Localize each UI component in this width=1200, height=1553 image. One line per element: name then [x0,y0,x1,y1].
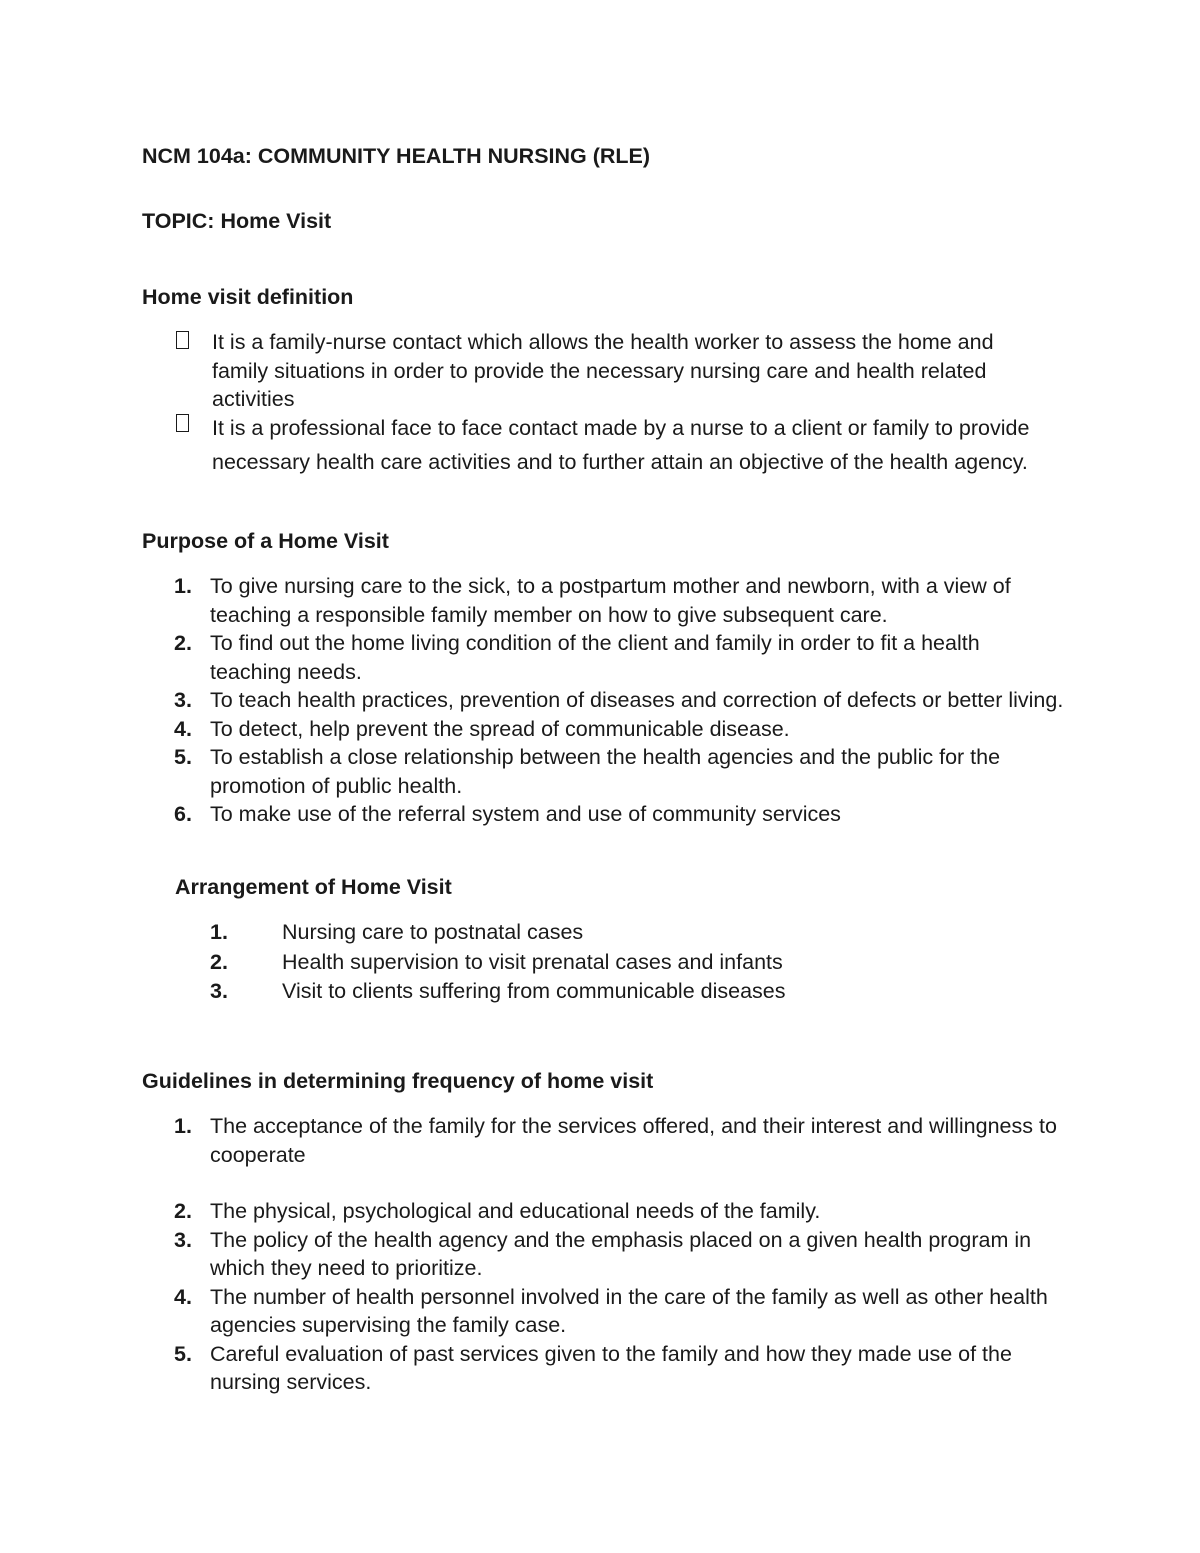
arrangement-list [210,918,970,1006]
list-text: To establish a close relationship between the health agencies and the public for the promotion of public health. [210,745,1001,798]
course-title: NCM 104a: COMMUNITY HEALTH NURSING (RLE) [142,144,651,168]
list-text: The physical, psychological and educational needs of the family. [210,1199,821,1223]
list-number: 1. [174,574,192,598]
list-number: 5. [174,745,192,769]
list-item [174,629,1064,686]
list-item [174,800,1064,829]
list-text: Nursing care to postnatal cases [282,920,584,944]
list-item [210,918,970,947]
list-text: To teach health practices, prevention of diseases and correction of defects or better living. [210,688,1064,712]
definition-text: It is a professional face to face contact made by a nurse to a client or family to provide necessary health care activities and to further attain an objective of the health agency. [212,415,1030,474]
list-item [210,977,970,1006]
list-number: 2. [174,631,192,655]
list-text: To make use of the referral system and use of community services [210,802,841,826]
definition-text: It is a family-nurse contact which allows the health worker to assess the home and family situations in order to provide the necessary nursing care and health related activities [212,330,994,411]
list-number: 1. [210,920,228,944]
purpose-list [174,572,1064,829]
list-text: Health supervision to visit prenatal cases and infants [282,949,783,974]
list-item [210,948,970,977]
list-number: 5. [174,1341,192,1366]
list-text: Careful evaluation of past services given to the family and how they made use of the nursing services. [210,1341,1012,1394]
list-number: 2. [174,1199,192,1223]
list-text: Visit to clients suffering from communicable diseases [282,979,786,1003]
list-text: To give nursing care to the sick, to a postpartum mother and newborn, with a view of teaching a responsible family member on how to give subsequent care. [210,574,1011,627]
list-number: 4. [174,716,192,741]
guidelines-heading: Guidelines in determining frequency of home visit [142,1069,654,1093]
list-item [174,572,1064,629]
list-item [174,715,1064,744]
list-item [174,1112,1064,1169]
list-item [174,1226,1064,1283]
list-number: 2. [210,949,228,974]
definition-heading: Home visit definition [142,285,354,309]
list-text: The number of health personnel involved in the care of the family as well as other health agencies supervising the family case. [210,1284,1048,1337]
list-number: 3. [174,1227,192,1252]
list-item [174,686,1064,715]
list-item [174,1197,1064,1226]
definition-list [176,328,1046,479]
list-text: The acceptance of the family for the services offered, and their interest and willingness to cooperate [210,1114,1057,1167]
topic-title: TOPIC: Home Visit [142,209,332,233]
list-item [174,1340,1064,1397]
list-item [174,743,1064,800]
list-text: The policy of the health agency and the emphasis placed on a given health program in which they need to prioritize. [210,1227,1032,1280]
guidelines-list [174,1112,1064,1397]
missing-glyph-box-icon [176,331,189,349]
list-number: 4. [174,1284,192,1309]
missing-glyph-box-icon [176,414,189,432]
list-number: 1. [174,1114,192,1138]
list-text: To detect, help prevent the spread of communicable disease. [210,716,790,741]
list-text: To find out the home living condition of the client and family in order to fit a health teaching needs. [210,631,980,684]
list-item [176,411,1046,479]
list-number: 6. [174,802,192,826]
arrangement-heading: Arrangement of Home Visit [175,875,452,899]
list-item [176,328,1046,414]
purpose-heading: Purpose of a Home Visit [142,529,389,553]
list-number: 3. [174,688,192,712]
list-item [174,1283,1064,1340]
list-number: 3. [210,979,228,1003]
